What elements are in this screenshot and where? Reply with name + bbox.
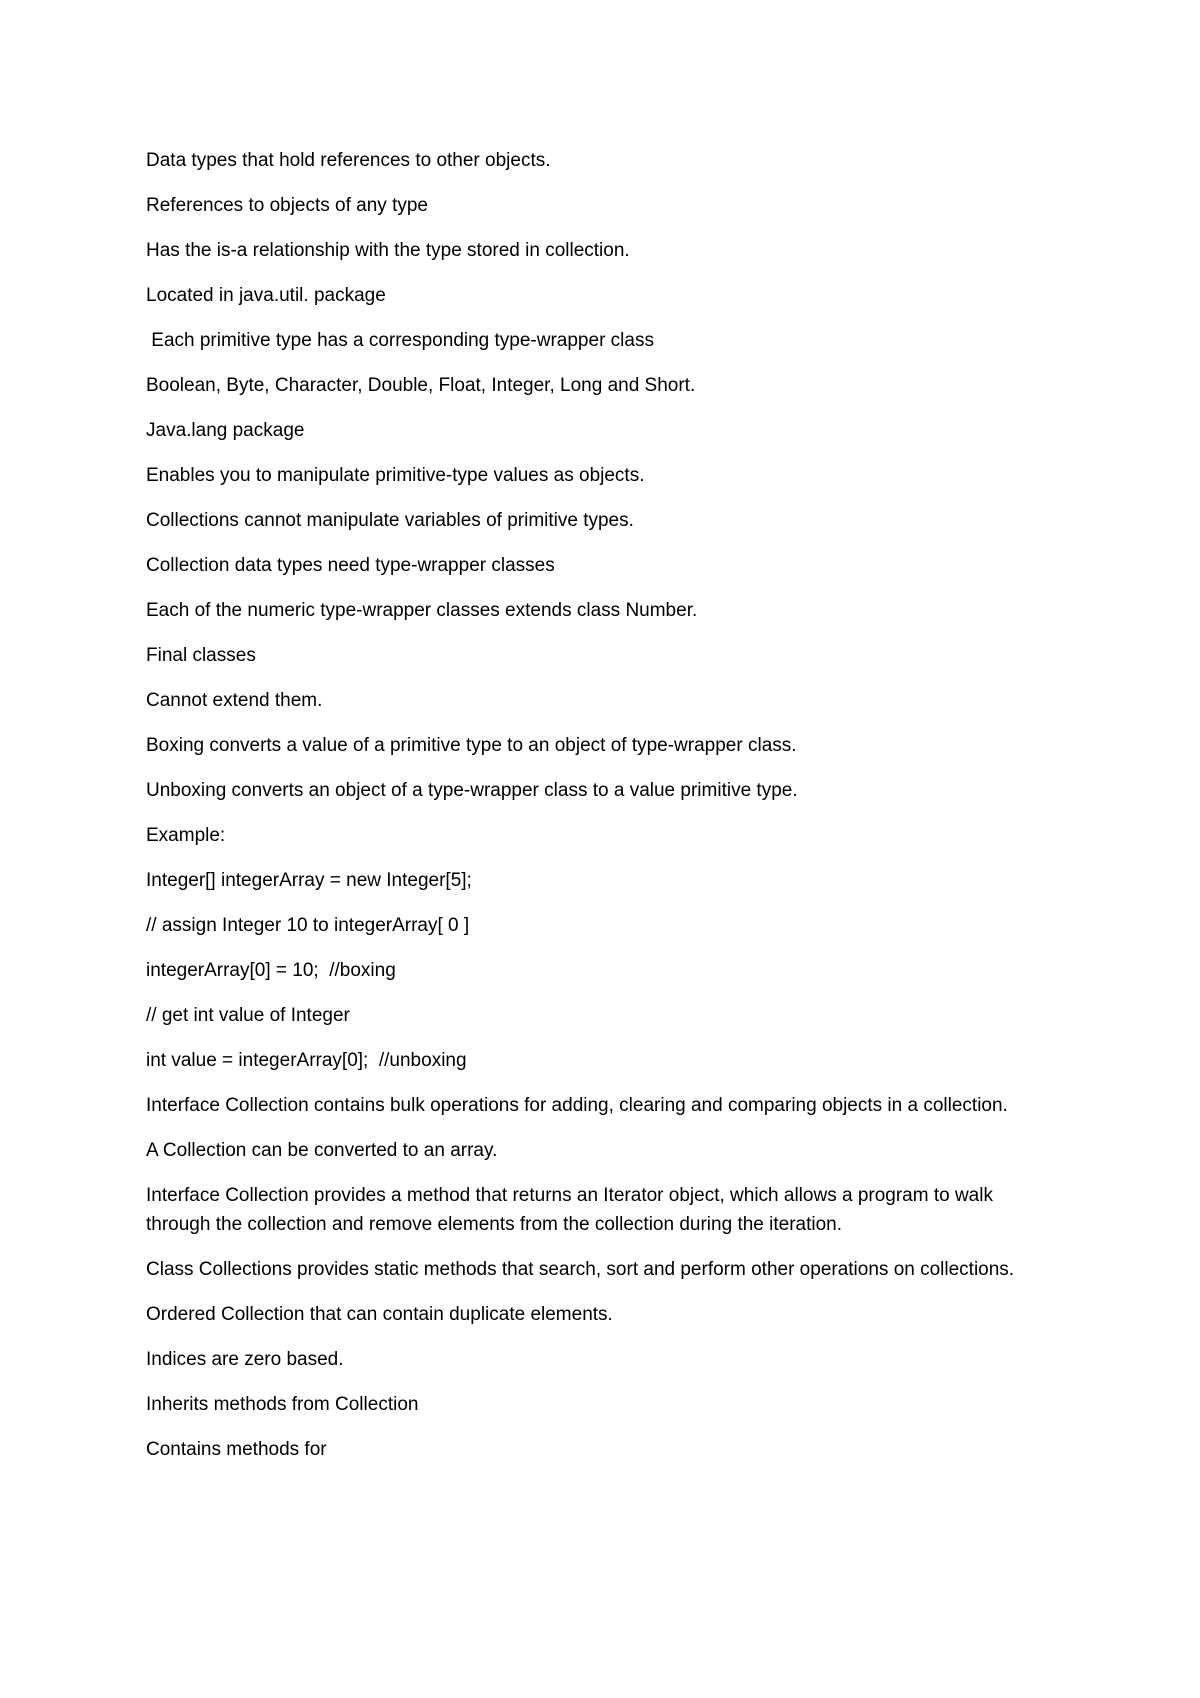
paragraph-28: Inherits methods from Collection xyxy=(146,1394,419,1415)
paragraph-17: Integer[] integerArray = new Integer[5]; xyxy=(146,870,472,891)
paragraph-22: Interface Collection contains bulk operations for adding, clearing and comparing objects in a collection. xyxy=(146,1095,1008,1116)
paragraph-10: Collection data types need type-wrapper classes xyxy=(146,555,555,576)
paragraph-20: // get int value of Integer xyxy=(146,1005,350,1026)
paragraph-21: int value = integerArray[0]; //unboxing xyxy=(146,1050,467,1071)
paragraph-25: Class Collections provides static methods that search, sort and perform other operations on collections. xyxy=(146,1259,1015,1280)
paragraph-18: // assign Integer 10 to integerArray[ 0 ] xyxy=(146,915,470,936)
paragraph-24: Interface Collection provides a method that returns an Iterator object, which allows a program to walk through the collection and remove elements from the collection during the iteration. xyxy=(146,1185,999,1235)
paragraph-1: Data types that hold references to other objects. xyxy=(146,150,551,171)
paragraph-12: Final classes xyxy=(146,645,256,666)
paragraph-26: Ordered Collection that can contain duplicate elements. xyxy=(146,1304,613,1325)
paragraph-8: Enables you to manipulate primitive-type values as objects. xyxy=(146,465,645,486)
paragraph-4: Located in java.util. package xyxy=(146,285,386,306)
paragraph-13: Cannot extend them. xyxy=(146,690,323,711)
document-body xyxy=(146,146,1046,1480)
paragraph-29: Contains methods for xyxy=(146,1439,327,1460)
paragraph-2: References to objects of any type xyxy=(146,195,428,216)
paragraph-15: Unboxing converts an object of a type-wrapper class to a value primitive type. xyxy=(146,780,798,801)
paragraph-5: Each primitive type has a corresponding type-wrapper class xyxy=(146,330,654,351)
paragraph-14: Boxing converts a value of a primitive type to an object of type-wrapper class. xyxy=(146,735,797,756)
paragraph-11: Each of the numeric type-wrapper classes extends class Number. xyxy=(146,600,698,621)
paragraph-3: Has the is-a relationship with the type stored in collection. xyxy=(146,240,630,261)
paragraph-9: Collections cannot manipulate variables of primitive types. xyxy=(146,510,634,531)
paragraph-7: Java.lang package xyxy=(146,420,305,441)
paragraph-6: Boolean, Byte, Character, Double, Float, Integer, Long and Short. xyxy=(146,375,696,396)
paragraph-23: A Collection can be converted to an array. xyxy=(146,1140,498,1161)
paragraph-27: Indices are zero based. xyxy=(146,1349,344,1370)
paragraph-16: Example: xyxy=(146,825,226,846)
paragraph-19: integerArray[0] = 10; //boxing xyxy=(146,960,396,981)
